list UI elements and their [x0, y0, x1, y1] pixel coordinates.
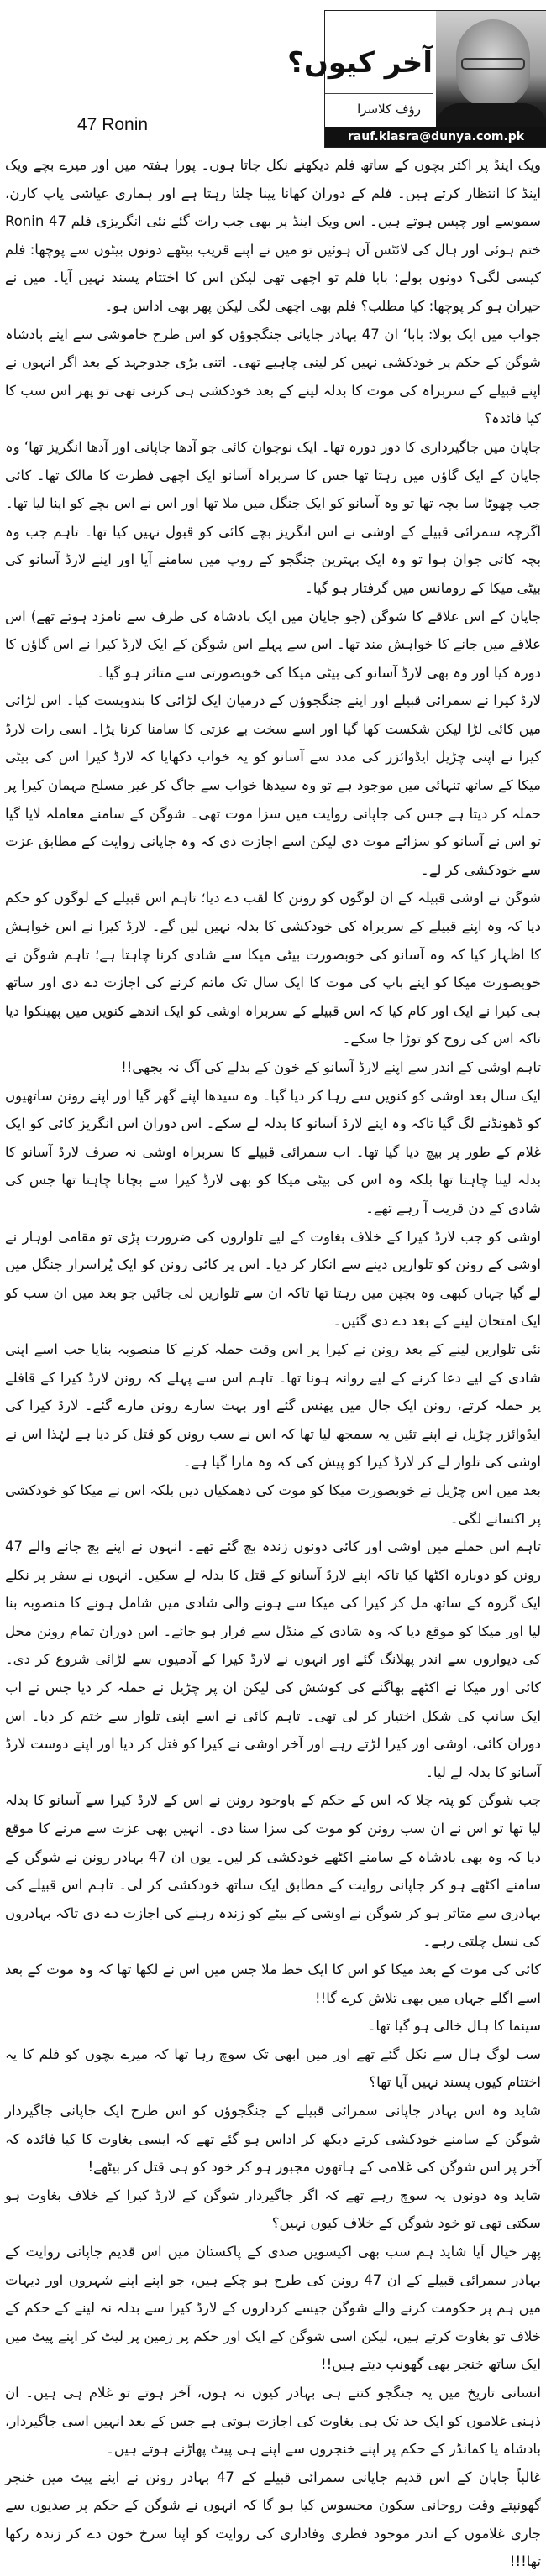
article-title: 47 Ronin [77, 115, 149, 134]
article-body [0, 151, 546, 2576]
article-paragraph: تاہم اس حملے میں اوشی اور کائی دونوں زندہ بچ گئے تھے۔ انہوں نے اپنے بچ جانے والے 47 رونن کو دوبارہ اکٹھا کیا تاکہ اپنے لارڈ آسانو کے قتل کا بدلہ لے سکیں۔ انہوں نے سفر پر نکلے ایک گروہ کے ساتھ مل کر کیرا کی میکا سے ہونے والی شادی میں شامل ہونے کا منصوبہ بنا لیا اور میکا کو موقع دیا کہ وہ شادی کے منڈل سے فرار ہو جائے۔ اس دوران تمام رونن محل کی دیواروں سے اندر پھلانگ گئے اور انہوں نے لارڈ کیرا کے آدمیوں سے لڑائی شروع کر دی۔ کائی اور میکا نے اکٹھے بھاگنے کی کوشش کی لیکن ان پر چڑیل نے حملہ کر دیا جس نے اب ایک سانپ کی شکل اختیار کر لی تھی۔ تاہم کائی نے اسے اپنی تلوار سے ختم کر دیا۔ اس دوران کائی، اوشی اور کیرا لڑتے رہے اور آخر اوشی نے کیرا کو قتل کر دیا اور اپنے دوست لارڈ آسانو کا بدلہ لے لیا۔ [5, 1539, 541, 1780]
article-paragraph: شاید وہ دونوں یہ سوچ رہے تھے کہ اگر جاگیردار شوگن کے لارڈ کیرا کے خلاف بغاوت ہو سکتی تھی تو خود شوگن کے خلاف کیوں نہیں؟ [5, 2187, 541, 2232]
author-email[interactable]: rauf.klasra@dunya.com.pk [325, 127, 546, 147]
column-name: آخر کیوں؟ [287, 46, 433, 80]
article-paragraph: کائی کی موت کے بعد میکا کو اس کا ایک خط ملا جس میں اس نے لکھا تھا کہ وہ موت کے بعد اسے اگلے جہاں میں بھی تلاش کرے گا!! [5, 1962, 541, 2006]
article-paragraph: جواب میں ایک بولا: بابا‘ ان 47 بہادر جاپانی جنگجوؤں کو اس طرح خاموشی سے اپنے بادشاہ شوگن کے حکم پر خودکشی نہیں کر لینی چاہیے تھی۔ اتنی بڑی جدوجہد کے بعد اگر انہوں نے اپنے قبیلے کے سربراہ کی موت کا بدلہ لینے کے بعد خودکشی ہی کرنی تھی تو پھر اس سب کا کیا فائدہ؟ [5, 326, 541, 427]
glasses-shape [461, 58, 525, 70]
article-paragraph: شاید وہ اس بہادر جاپانی سمرائی قبیلے کے جنگجوؤں کو اس طرح ایک جاپانی جاگیردار شوگن کے سامنے خودکشی کرتے دیکھ کر اداس ہو گئے تھے کہ ایسی بغاوت کا کیا فائدہ کہ آخر پر اس شوگن کی غلامی کے ہاتھوں مجبور ہو کر خود کو ہی قتل کر بیٹھے! [5, 2102, 541, 2176]
article-paragraph: جاپان میں جاگیرداری کا دور دورہ تھا۔ ایک نوجوان کائی جو آدھا جاپانی اور آدھا انگریز تھا‘ وہ جاپان کے ایک گاؤں میں رہتا تھا جس کا سربراہ آسانو ایک اچھی فطرت کا مالک تھا۔ کائی جب چھوٹا سا بچہ تھا تو وہ آسانو کو ایک جنگل میں ملا تھا اور اس نے اس بچے کو اپنا لیا تھا۔ اگرچہ سمرائی قبیلے کے اوشی نے اس انگریز بچے کائی کو قبول نہیں کیا تھا۔ تاہم جب وہ بچہ کائی جوان ہوا تو وہ ایک بہترین جنگجو کے روپ میں سامنے آیا اور اپنے لارڈ آسانو کی بیٹی میکا کے رومانس میں گرفتار ہو گیا۔ [5, 438, 541, 596]
article-paragraph: سینما کا ہال خالی ہو گیا تھا۔ [367, 2018, 541, 2035]
article-paragraph: لارڈ کیرا نے سمرائی قبیلے اور اپنے جنگجوؤں کے درمیان ایک لڑائی کا بندوبست کیا۔ اس لڑائی میں کائی لڑا لیکن شکست کھا گیا اور اسے سخت بے عزتی کا سامنا کرنا پڑا۔ اسی رات لارڈ کیرا نے اپنی چڑیل ایڈوائزر کی مدد سے آسانو کو یہ خواب دکھایا کہ لارڈ کیرا اس کی بیٹی میکا کے ساتھ تنہائی میں موجود ہے تو وہ سیدھا خواب سے جاگ کر غیر مسلح مہمان کیرا پر حملہ کر دیتا ہے جس کی جاپانی روایت میں سزا موت تھی۔ شوگن کے سامنے معاملہ لایا گیا تو اس نے آسانو کو سزائے موت دی لیکن اسے اجازت دی کہ وہ جاپانی روایت کے مطابق عزت سے خودکشی کر لے۔ [5, 692, 541, 878]
article-paragraph: اوشی کو جب لارڈ کیرا کے خلاف بغاوت کے لیے تلواروں کی ضرورت پڑی تو مقامی لوہار نے اوشی کے رونن کو تلواریں دینے سے انکار کر دیا۔ اس پر کائی رونن کو ایک پُراسرار جنگل میں لے گیا جہاں کبھی وہ بچپن میں رہتا تھا تاکہ ان سے تلواریں لی جائیں جو بعد میں ان سب کو ایک امتحان لینے کے بعد دے دی گئیں۔ [5, 1228, 541, 1330]
author-shoulders [436, 103, 546, 127]
article-paragraph: شوگن نے اوشی قبیلہ کے ان لوگوں کو رونن کا لقب دے دیا؛ تاہم اس قبیلے کے لوگوں کو حکم دیا کہ وہ اپنے قبیلے کے سربراہ کی خودکشی کا بدلہ نہیں لیں گے۔ لارڈ کیرا نے اس خواہش کا اظہار کیا کہ وہ آسانو کی خوبصورت بیٹی میکا سے شادی کرنا چاہتا ہے؛ تاہم شوگن نے خوبصورت میکا کو اپنے باپ کی موت کا ایک سال تک ماتم کرنے کی اجازت دے دی اور ساتھ ہی کیرا نے ایک اور کام کیا کہ اس قبیلے کے سربراہ اوشی کو ایک اندھے کنویں میں پھینکوا دیا تاکہ اس کی روح کو توڑا جا سکے۔ [5, 890, 541, 1048]
article-paragraph: سب لوگ ہال سے نکل گئے تھے اور میں ابھی تک سوچ رہا تھا کہ میرے بچوں کو فلم کا یہ اختتام کیوں پسند نہیں آیا تھا؟ [5, 2046, 541, 2091]
article-paragraph: پھر خیال آیا شاید ہم سب بھی اکیسویں صدی کے پاکستان میں اس قدیم جاپانی روایت کے بہادر سمرائی قبیلے کے ان 47 رونن کی طرح ہو چکے ہیں، جو اپنے اپنے شہروں اور دیہات میں ہم پر حکومت کرنے والے شوگن جیسے کرداروں کے لارڈ کیرا سے بدلہ نہ لینے کے حکم کے خلاف تو بغاوت کرتے ہیں، لیکن اسی شوگن کے ایک اور حکم پر زمین پر لیٹ کر اپنے پیٹ میں ایک ساتھ خنجر بھی گھونپ دیتے ہیں!! [5, 2243, 541, 2373]
article-paragraph: ویک اینڈ پر اکثر بچوں کے ساتھ فلم دیکھنے نکل جاتا ہوں۔ پورا ہفتہ میں اور میرے بچے ویک اینڈ کا انتظار کرتے ہیں۔ فلم کے دوران کھانا پینا چلتا رہتا ہے اور ہماری عیاشی پاپ کارن، سموسے اور چپس ہوتے ہیں۔ اس ویک اینڈ پر بھی جب رات گئے نئی انگریزی فلم 47 Ronin ختم ہوئی اور ہال کی لائٹس آن ہوئیں تو میں نے اپنے قریب بیٹھے دونوں بیٹوں سے پوچھا: فلم کیسی لگی؟ دونوں بولے: بابا فلم تو اچھی تھی لیکن اس کا اختتام پسند نہیں آیا۔ میں نے حیران ہو کر پوچھا: کیا مطلب؟ فلم بھی اچھی لگی لیکن پھر بھی اداس ہو۔ [5, 157, 541, 314]
article-paragraph: جاپان کے اس علاقے کا شوگن (جو جاپان میں ایک بادشاہ کی طرف سے نامزد ہوتے تھے) اس علاقے میں جانے کا خواہش مند تھا۔ اس سے پہلے اس شوگن کے ایک لارڈ کیرا نے اس گاؤں کا دورہ کیا اور وہ بھی لارڈ آسانو کی بیٹی میکا کی خوبصورتی سے متاثر ہو گیا۔ [5, 608, 541, 681]
divider [325, 93, 433, 94]
article-paragraph: جب شوگن کو پتہ چلا کہ اس کے حکم کے باوجود رونن نے اس کے لارڈ کیرا سے آسانو کا بدلہ لیا تھا تو اس نے ان سب رونن کو موت کی سزا سنا دی۔ انہیں بھی عزت سے مرنے کا موقع دیا کہ وہ بھی بادشاہ کے سامنے اکٹھے خودکشی کر لیں۔ یوں ان 47 بہادر رونن نے شوگن کے سامنے اکٹھے ہو کر جاپانی روایت کے مطابق ایک ساتھ خودکشی کر لی۔ تاہم اس قبیلے کی بہادری سے متاثر ہو کر شوگن نے اوشی کے بیٹے کو زندہ رہنے کی اجازت دے دی تاکہ بہادروں کی نسل چلتی رہے۔ [5, 1792, 542, 1950]
article-paragraph: انسانی تاریخ میں یہ جنگجو کتنے ہی بہادر کیوں نہ ہوں، آخر ہوتے تو غلام ہی ہیں۔ ان ذہنی غلاموں کو ایک حد تک ہی بغاوت کی اجازت ہوتی ہے جس کے بعد انہیں اسی جاگیردار، بادشاہ یا کمانڈر کے حکم پر اپنے خنجروں سے اپنے ہی پیٹ پھاڑنے ہوتے ہیں۔ [5, 2384, 541, 2458]
article-paragraph: غالباً جاپان کے اس قدیم جاپانی سمرائی قبیلے کے 47 بہادر رونن نے اپنے پیٹ میں خنجر گھونپتے وقت روحانی سکون محسوس کیا ہو گا کہ انہوں نے شوگن کے حکم پر صدیوں سے جاری غلاموں کے اندر موجود فطری وفاداری کی روایت کو اپنا سرخ خون دے کر زندہ رکھا تھا!!! [5, 2469, 541, 2570]
article-paragraph: بعد میں اس چڑیل نے خوبصورت میکا کو موت کی دھمکیاں دیں بلکہ اس نے میکا کو خودکشی پر اکسانے لگی۔ [5, 1481, 541, 1527]
article-paragraph: ایک سال بعد اوشی کو کنویں سے رہا کر دیا گیا۔ وہ سیدھا اپنے گھر گیا اور اپنے رونن ساتھیوں کو ڈھونڈنے لگ گیا تاکہ وہ اپنے لارڈ آسانو کا بدلہ لے سکے۔ اس دوران اس انگریز کائی کو ایک غلام کے طور پر بیچ دیا گیا تھا۔ اب سمرائی قبیلے کا سربراہ اوشی نہ صرف لارڈ آسانو کا بدلہ لینا چاہتا تھا بلکہ وہ اس کی بیٹی میکا کو بھی لارڈ کیرا سے بچانا چاہتا تھا جس کی شادی کے دن قریب آ رہے تھے۔ [5, 1087, 541, 1216]
column-header [0, 0, 546, 151]
article-paragraph: تاہم اوشی کے اندر سے اپنے لارڈ آسانو کے خون کے بدلے کی آگ نہ بجھی!! [121, 1059, 541, 1075]
author-photo [436, 11, 546, 127]
article-paragraph: نئی تلواریں لینے کے بعد رونن نے کیرا پر اس وقت حملہ کرنے کا منصوبہ بنایا جب اسے اپنی شادی کے لیے دعا کرنے کے لیے روانہ ہونا تھا۔ تاہم اس سے پہلے کہ رونن لارڈ کیرا کے قافلے پر حملہ کرتے، رونن ایک جال میں پھنس گئے اور بہت سارے رونن مارے گئے۔ لارڈ کیرا کی ایڈوائزر چڑیل نے اپنے تئیں یہ سمجھ لیا تھا کہ اس نے سب رونن کو قتل کر دیا ہے لہٰذا اس نے اوشی کی تلوار لے کر لارڈ کیرا کو پیش کی کہ وہ مارا گیا ہے۔ [5, 1340, 541, 1471]
column-banner [287, 10, 546, 148]
author-name: رؤف کلاسرا [357, 102, 421, 117]
